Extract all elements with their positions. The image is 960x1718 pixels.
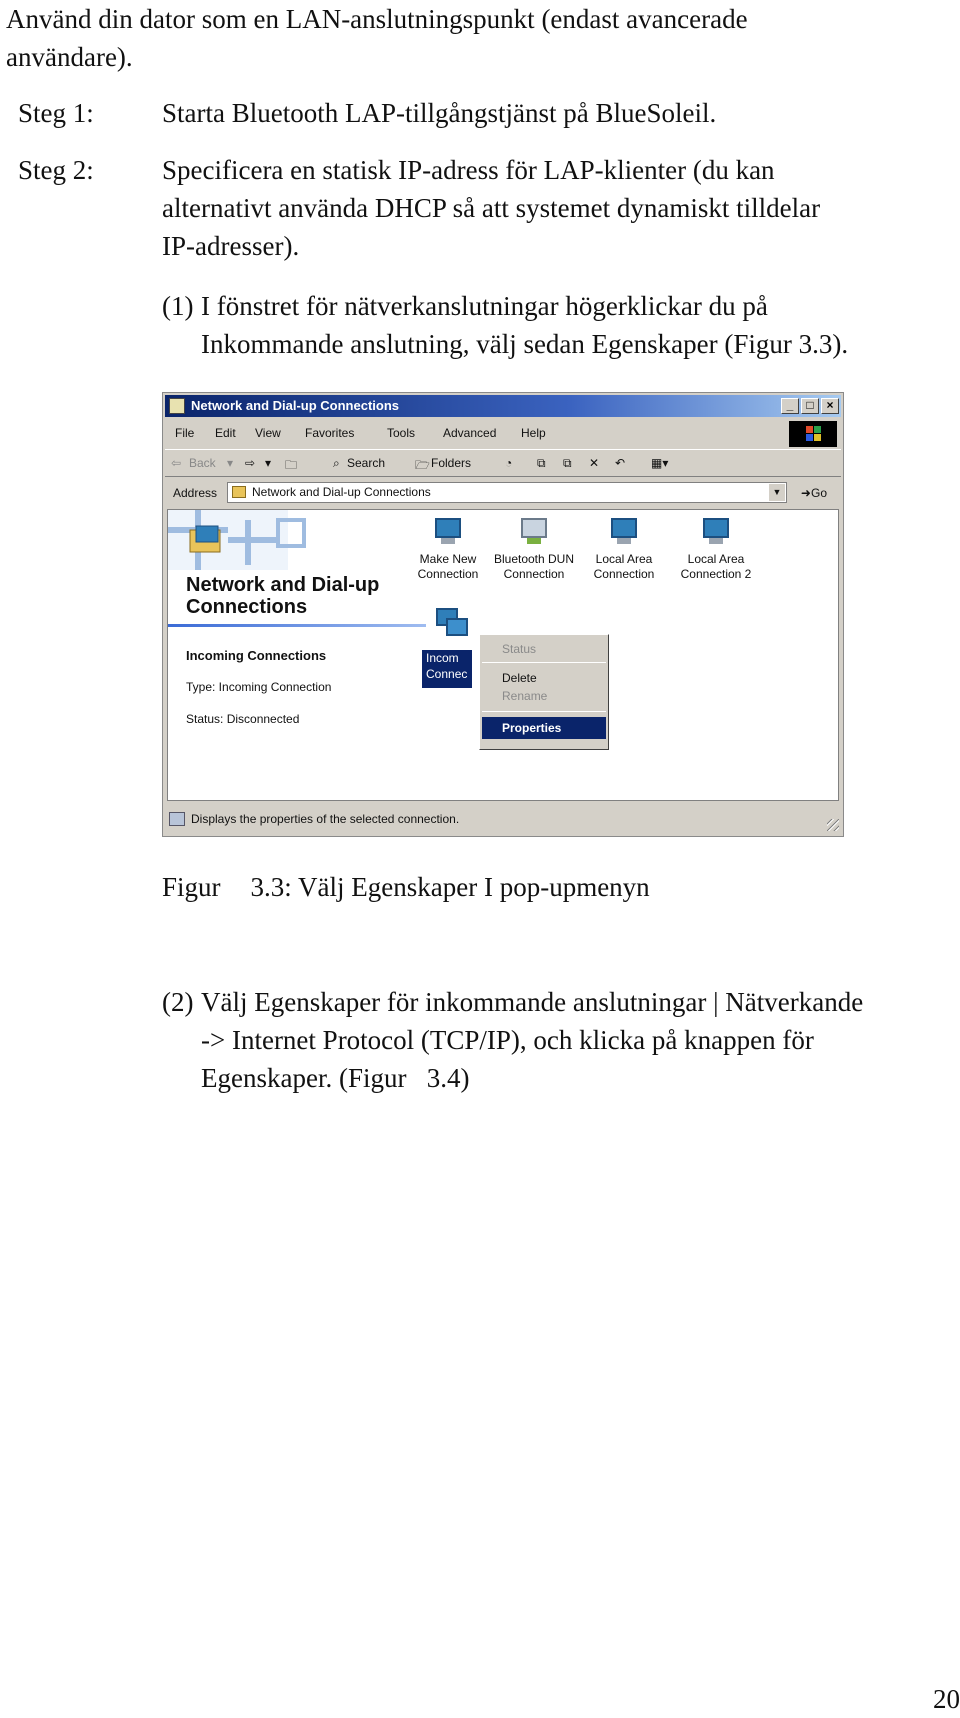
step-1-label: Steg 1: — [18, 98, 94, 128]
heading-divider — [168, 624, 426, 627]
lan-connection-icon — [609, 516, 639, 546]
menu-bar — [165, 421, 841, 445]
selected-item-type: Type: Incoming Connection — [186, 680, 332, 694]
substep-2-line-3: Egenskaper. (Figur 3.4) — [201, 1063, 470, 1093]
make-new-label-1: Make New — [419, 552, 477, 566]
back-button[interactable]: Back — [189, 456, 216, 470]
substep-2-line-2: -> Internet Protocol (TCP/IP), och klicka på knappen för — [201, 1025, 814, 1055]
menu-edit[interactable]: Edit — [215, 426, 236, 440]
selected-item-title: Incoming Connections — [186, 648, 327, 663]
status-bar — [165, 805, 841, 833]
local-area-label-1: Local Area — [595, 552, 653, 566]
move-to-icon[interactable]: ⧉ — [537, 456, 546, 470]
go-button[interactable] — [801, 486, 827, 500]
step-1-text: Starta Bluetooth LAP-tillgångstjänst på BlueSoleil. — [162, 98, 717, 128]
history-icon[interactable]: ◔ — [505, 456, 513, 470]
menu-file[interactable]: File — [175, 426, 195, 440]
incoming-label-partial-2: Connec — [426, 667, 468, 681]
step-2-line-2: alternativt använda DHCP så att systemet dynamiskt tilldelar — [162, 193, 821, 223]
forward-dropdown-icon[interactable]: ▾ — [265, 456, 272, 470]
intro-paragraph — [6, 0, 748, 76]
menu-view[interactable]: View — [255, 426, 281, 440]
make-new-label-2: Connection — [417, 567, 479, 581]
substep-2-text — [201, 983, 863, 1097]
address-dropdown-icon[interactable]: ▼ — [769, 484, 785, 501]
step-2-text — [162, 151, 820, 265]
icon-make-new-connection[interactable] — [398, 516, 498, 582]
search-button[interactable]: Search — [347, 456, 386, 470]
intro-line-1: Använd din dator som en LAN-anslutningspunkt (endast avancerade — [6, 4, 748, 34]
substep-1-line-2: Inkommande anslutning, välj sedan Egenskaper (Figur 3.3). — [201, 329, 849, 359]
icon-local-area-connection-2[interactable] — [666, 516, 766, 582]
window-title-bar — [165, 395, 841, 417]
menu-tools[interactable]: Tools — [387, 426, 416, 440]
selected-item-status: Status: Disconnected — [186, 712, 300, 726]
address-value: Network and Dial-up Connections — [252, 485, 431, 499]
bluetooth-dun-label-2: Connection — [503, 567, 565, 581]
menu-item-delete[interactable]: Delete — [502, 671, 537, 685]
status-network-icon — [169, 812, 185, 826]
step-2-line-1: Specificera en statisk IP-adress för LAP-klienter (du kan — [162, 155, 775, 185]
back-dropdown-icon[interactable]: ▾ — [227, 456, 234, 470]
local-area-2-label-2: Connection 2 — [680, 567, 752, 581]
menu-advanced[interactable]: Advanced — [443, 426, 497, 440]
toolbar — [165, 449, 841, 477]
folder-content-area — [167, 509, 839, 801]
incoming-label-partial-1: Incom — [426, 651, 459, 665]
close-button[interactable]: × — [821, 398, 839, 414]
icon-bluetooth-dun-connection[interactable] — [484, 516, 584, 582]
maximize-button[interactable]: □ — [801, 398, 819, 414]
step-2-label: Steg 2: — [18, 155, 94, 185]
pane-heading-line-2: Connections — [186, 596, 308, 618]
menu-separator-2 — [482, 711, 606, 712]
go-label: Go — [810, 486, 827, 500]
go-arrow-icon: ➜ — [800, 486, 811, 500]
figure-screenshot-window — [162, 392, 844, 837]
step-2-line-3: IP-adresser). — [162, 231, 300, 261]
folder-icon — [232, 486, 246, 498]
status-text: Displays the properties of the selected connection. — [191, 812, 460, 826]
address-bar — [165, 479, 841, 507]
caption-text: 3.3: Välj Egenskaper I pop-upmenyn — [250, 872, 650, 902]
substep-2-line-1: Välj Egenskaper för inkommande anslutningar | Nätverkande — [201, 987, 864, 1017]
new-connection-icon — [433, 516, 463, 546]
delete-icon[interactable]: ✕ — [589, 456, 600, 470]
local-area-2-label-1: Local Area — [687, 552, 745, 566]
lan-connection-2-icon — [701, 516, 731, 546]
substep-2-number: (2) — [162, 987, 194, 1017]
page-number: 20 — [933, 1684, 960, 1714]
copy-to-icon[interactable]: ⧉ — [563, 456, 572, 470]
menu-item-properties[interactable]: Properties — [482, 717, 606, 739]
substep-1-text — [201, 287, 848, 363]
intro-line-2: användare). — [6, 42, 133, 72]
menu-separator — [482, 662, 606, 663]
folders-button[interactable]: Folders — [431, 456, 472, 470]
minimize-button[interactable]: _ — [781, 398, 799, 414]
folder-network-icon — [169, 398, 185, 414]
icon-local-area-connection[interactable] — [574, 516, 674, 582]
menu-favorites[interactable]: Favorites — [305, 426, 355, 440]
incoming-connections-label[interactable] — [422, 650, 472, 688]
back-arrow-icon[interactable]: ⇦ — [171, 456, 182, 470]
resize-grip[interactable] — [827, 819, 839, 831]
caption-prefix: Figur — [162, 872, 221, 902]
figure-caption — [162, 868, 650, 906]
up-folder-icon[interactable]: 🗀 — [285, 458, 298, 472]
address-field[interactable] — [227, 482, 787, 503]
substep-1-number: (1) — [162, 291, 194, 321]
forward-arrow-icon[interactable]: ⇨ — [245, 456, 256, 470]
folders-icon[interactable]: 🗁 — [415, 458, 430, 472]
dun-connection-icon — [519, 516, 549, 546]
substep-1-line-1: I fönstret för nätverkanslutningar högerklickar du på — [201, 291, 768, 321]
pane-heading — [186, 574, 379, 618]
search-icon[interactable]: ⌕ — [333, 456, 340, 470]
undo-icon[interactable]: ↶ — [615, 456, 626, 470]
window-title: Network and Dial-up Connections — [191, 398, 400, 413]
address-label: Address — [173, 486, 218, 500]
menu-item-status[interactable]: Status — [502, 642, 537, 656]
windows-logo-icon — [789, 421, 837, 447]
views-icon[interactable]: ▦▾ — [651, 456, 669, 470]
menu-item-rename[interactable]: Rename — [502, 689, 548, 703]
menu-help[interactable]: Help — [521, 426, 546, 440]
bluetooth-dun-label-1: Bluetooth DUN — [493, 552, 575, 566]
local-area-label-2: Connection — [593, 567, 655, 581]
context-menu — [479, 634, 609, 750]
pane-heading-line-1: Network and Dial-up — [186, 574, 380, 596]
